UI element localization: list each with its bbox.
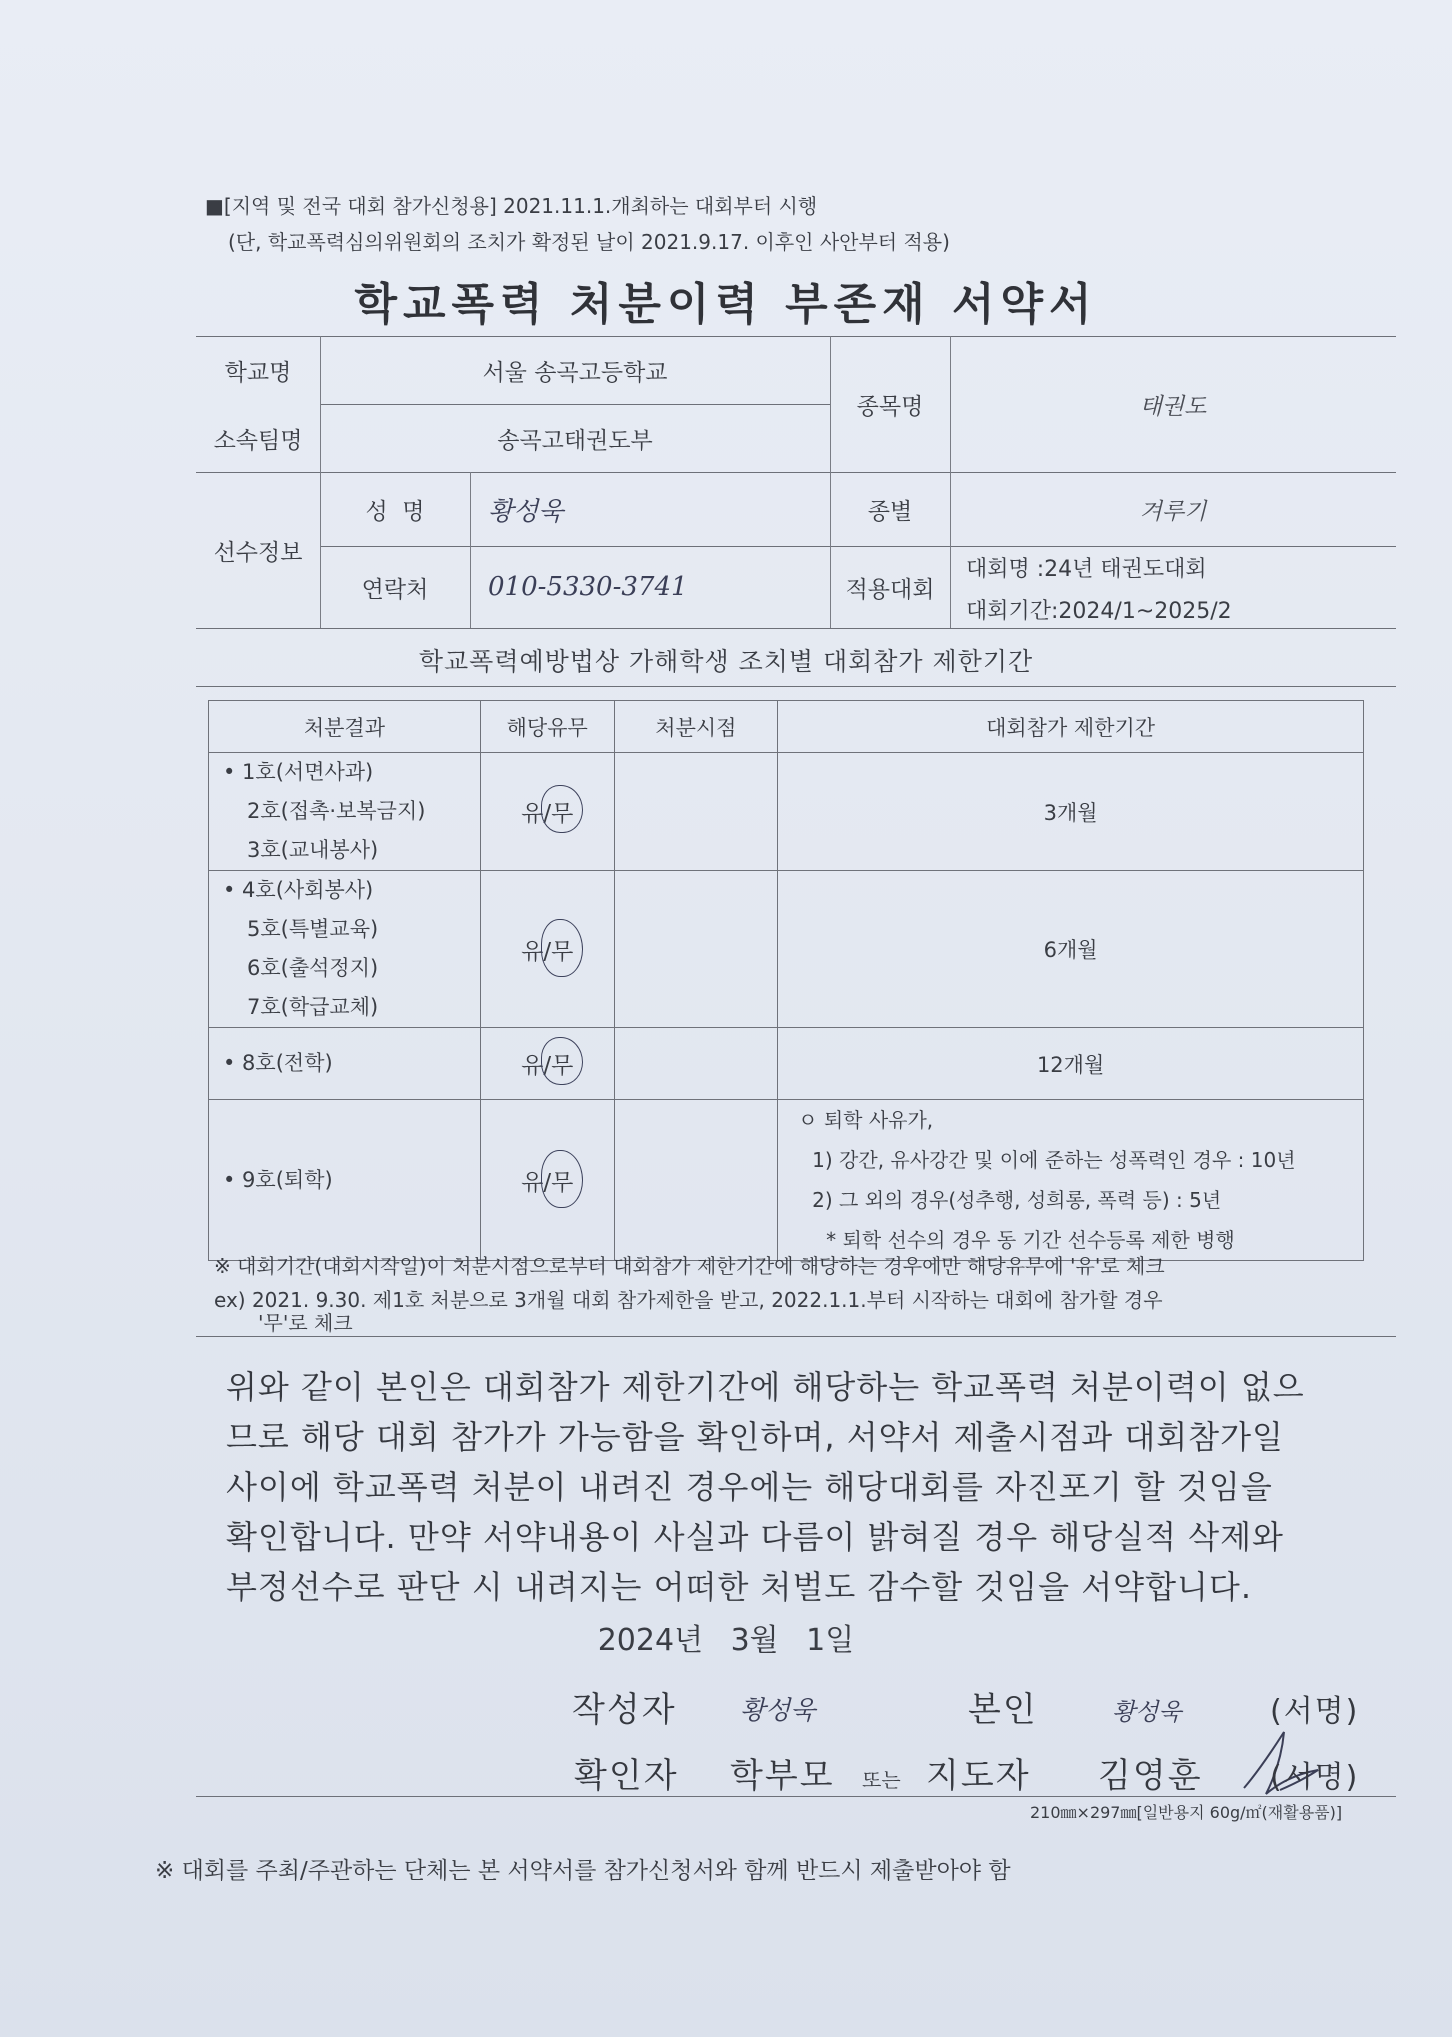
time-cell <box>614 753 778 871</box>
expulsion-reason-heading: ㅇ 퇴학 사유가, <box>798 1108 934 1132</box>
pledge-line: 사이에 학교폭력 처분이 내려진 경우에는 해당대회를 자진포기 할 것임을 <box>226 1468 1273 1506</box>
result-item: 2호(접촉·보복금지) <box>247 799 426 823</box>
self-label: 본인 <box>968 1690 1038 1730</box>
hand-drawn-circle <box>541 1150 583 1208</box>
result-item: 6호(출석정지) <box>247 956 379 980</box>
yes-option: 유 <box>521 1169 544 1196</box>
no-option-circled: 무 <box>551 801 574 827</box>
hand-drawn-circle <box>541 1037 583 1085</box>
table-row <box>209 871 1364 1028</box>
col-header-result: 처분결과 <box>209 701 481 753</box>
col-header-time: 처분시점 <box>614 701 778 753</box>
yes-no-cell: 유/무 <box>480 1028 614 1100</box>
yes-no-cell: 유/무 <box>480 753 614 871</box>
restriction-subtitle: 학교폭력예방법상 가해학생 조치별 대회참가 제한기간 <box>418 647 1034 676</box>
info-col-divider <box>470 472 471 628</box>
hand-drawn-circle <box>541 785 583 833</box>
col-header-period: 대회참가 제한기간 <box>778 701 1364 753</box>
yes-no-cell: 유/무 <box>480 1100 614 1261</box>
pledge-line: 므로 해당 대회 참가가 가능함을 확인하며, 서약서 제출시점과 대회참가일 <box>226 1418 1284 1456</box>
or-label: 또는 <box>862 1768 901 1792</box>
no-option-circled: 무 <box>551 1053 574 1079</box>
confirmer-label: 확인자 <box>574 1756 679 1796</box>
footer-notice: ※ 대회를 주최/주관하는 단체는 본 서약서를 참가신청서와 함께 반드시 제출받아야 함 <box>155 1858 1011 1884</box>
time-cell <box>614 1028 778 1100</box>
pledge-line: 위와 같이 본인은 대회참가 제한기간에 해당하는 학교폭력 처분이력이 없으 <box>226 1368 1305 1406</box>
team-label: 소속팀명 <box>213 427 303 454</box>
result-cell <box>209 1100 481 1261</box>
period-cell: 6개월 <box>778 871 1364 1028</box>
pledge-paragraph <box>226 1362 1356 1612</box>
self-signature: 황성욱 <box>1112 1698 1182 1726</box>
result-item: 7호(학급교체) <box>247 995 379 1019</box>
result-cell <box>209 753 481 871</box>
subtitle-underline <box>196 686 1396 687</box>
contact-label: 연락처 <box>361 576 429 603</box>
applied-event-label: 적용대회 <box>845 576 935 603</box>
time-cell <box>614 1100 778 1261</box>
name-handwritten: 황성욱 <box>488 496 564 527</box>
applied-event-name: 대회명 :24년 태권도대회 <box>966 556 1207 582</box>
table-row <box>209 1100 1364 1261</box>
pledge-line: 확인합니다. 만약 서약내용이 사실과 다름이 밝혀질 경우 해당실적 삭제와 <box>226 1518 1284 1556</box>
hand-drawn-circle <box>541 919 583 977</box>
paper-spec: 210㎜×297㎜[일반용지 60g/㎡(재활용품)] <box>1030 1803 1343 1822</box>
school-label: 학교명 <box>224 359 292 386</box>
yes-option: 유 <box>521 801 544 827</box>
result-item: • 1호(서면사과) <box>223 760 374 784</box>
period-cell: 12개월 <box>778 1028 1364 1100</box>
event-type-value: 겨루기 <box>1139 498 1207 525</box>
coach-name: 김영훈 <box>1098 1756 1203 1796</box>
period-cell: 3개월 <box>778 753 1364 871</box>
yes-option: 유 <box>521 938 544 965</box>
info-table-bottom-border <box>196 628 1396 629</box>
result-item: 5호(특별교육) <box>247 917 379 941</box>
result-cell <box>209 1028 481 1100</box>
expulsion-note: * 퇴학 선수의 경우 동 기간 선수등록 제한 병행 <box>826 1228 1235 1252</box>
header-notice-line1: ■[지역 및 전국 대회 참가신청용] 2021.11.1.개최하는 대회부터 시행 <box>205 194 818 218</box>
sign-mark-2: (서명) <box>1270 1760 1360 1795</box>
pledge-line: 부정선수로 판단 시 내려지는 어떠한 처벌도 감수할 것임을 서약합니다. <box>226 1568 1252 1606</box>
result-item: 3호(교내봉사) <box>247 838 379 862</box>
name-label: 성 명 <box>365 498 425 525</box>
parent-label: 학부모 <box>730 1756 835 1796</box>
expulsion-reason-2: 2) 그 외의 경우(성추행, 성희롱, 폭력 등) : 5년 <box>812 1188 1222 1212</box>
school-value: 서울 송곡고등학교 <box>482 359 668 386</box>
table-row <box>209 753 1364 871</box>
result-item: • 4호(사회봉사) <box>223 878 374 902</box>
document-title: 학교폭력 처분이력 부존재 서약서 <box>354 279 1098 330</box>
team-value: 송곡고태권도부 <box>497 427 653 454</box>
result-cell <box>209 871 481 1028</box>
restriction-table <box>208 700 1364 1261</box>
writer-signature: 황성욱 <box>740 1696 816 1726</box>
result-item: • 8호(전학) <box>223 1051 333 1075</box>
event-type-label: 종별 <box>867 498 913 525</box>
no-option-circled: 무 <box>551 1169 574 1196</box>
time-cell <box>614 871 778 1028</box>
no-option-circled: 무 <box>551 938 574 965</box>
applied-event-period: 대회기간:2024/1~2025/2 <box>966 598 1232 624</box>
coach-label: 지도자 <box>926 1756 1031 1796</box>
result-item: • 9호(퇴학) <box>223 1167 333 1192</box>
signature-underline <box>196 1796 1396 1797</box>
table-note-1: ※ 대회기간(대회시작일)이 처분시점으로부터 대회참가 제한기간에 해당하는 경우에만 해당유무에 '유'로 체크 <box>214 1254 1165 1278</box>
note-separator <box>196 1336 1396 1337</box>
yes-no-cell: 유/무 <box>480 871 614 1028</box>
writer-label: 작성자 <box>572 1690 677 1730</box>
table-row <box>209 1028 1364 1100</box>
header-notice-line2: (단, 학교폭력심의위원회의 조치가 확정된 날이 2021.9.17. 이후인 사안부터 적용) <box>228 230 950 254</box>
contact-handwritten: 010-5330-3741 <box>488 572 688 602</box>
table-note-3: '무'로 체크 <box>258 1311 353 1335</box>
expulsion-period-cell <box>778 1100 1364 1261</box>
table-note-2: ex) 2021. 9.30. 제1호 처분으로 3개월 대회 참가제한을 받고, 2022.1.1.부터 시작하는 대회에 참가할 경우 <box>214 1288 1163 1312</box>
sport-value: 태권도 <box>1139 393 1207 420</box>
sport-label: 종목명 <box>856 393 924 420</box>
pledge-date: 2024년 3월 1일 <box>597 1623 855 1658</box>
yes-option: 유 <box>521 1053 544 1079</box>
col-header-applicable: 해당유무 <box>480 701 614 753</box>
expulsion-reason-1: 1) 강간, 유사강간 및 이에 준하는 성폭력인 경우 : 10년 <box>812 1148 1296 1172</box>
player-info-label: 선수정보 <box>213 539 303 566</box>
sign-mark-1: (서명) <box>1270 1694 1360 1729</box>
